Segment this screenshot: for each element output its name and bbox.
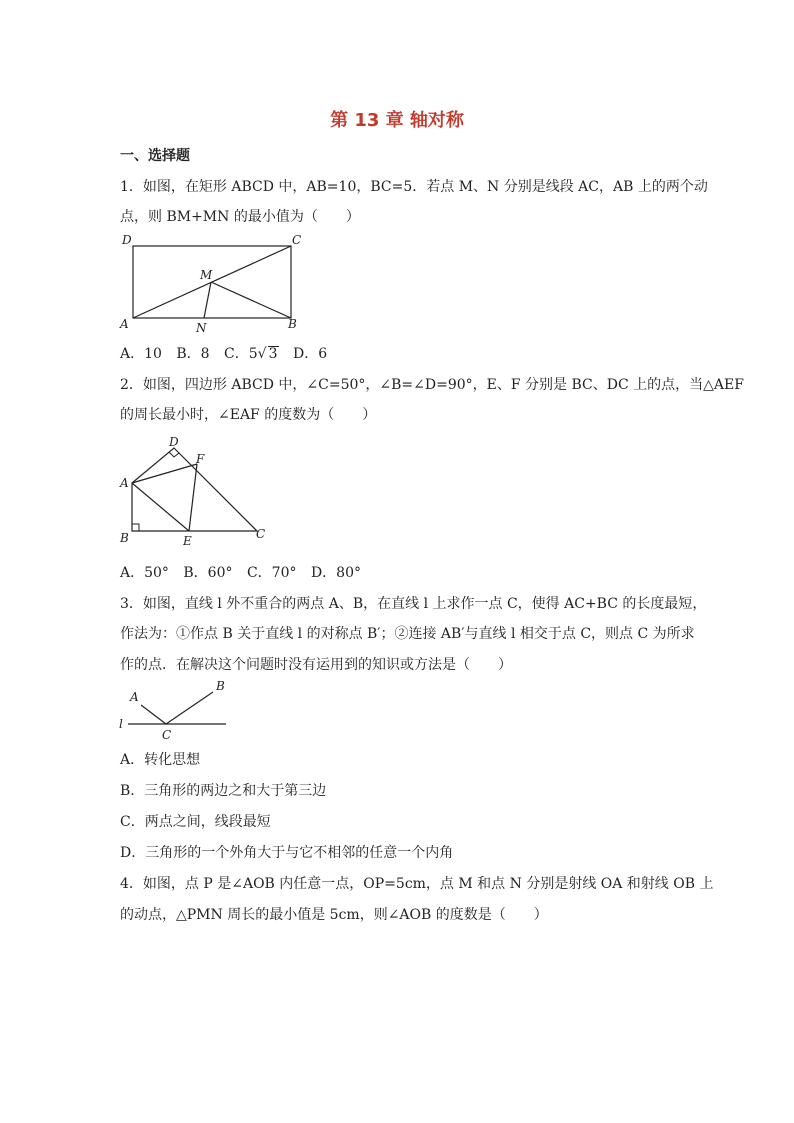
q3-text-line1: 3．如图，直线 l 外不重合的两点 A、B，在直线 l 上求作一点 C，使得 AC+BC 的长度最短， — [120, 596, 707, 612]
q1-option-c-prefix: C．5 — [224, 346, 258, 362]
q3-label-b: B — [216, 679, 225, 693]
q3-text-line2: 作法为：①作点 B 关于直线 l 的对称点 B′；②连接 AB′与直线 l 相交于点 C，则点 C 为所求 — [120, 626, 695, 642]
q4-text-line1: 4．如图，点 P 是∠AOB 内任意一点，OP=5cm，点 M 和点 N 分别是射线 OA 和射线 OB 上 — [120, 876, 714, 892]
q3-figure-line — [116, 676, 236, 744]
q1-text-line1: 1．如图，在矩形 ABCD 中，AB=10，BC=5．若点 M、N 分别是线段 AC，AB 上的两个动 — [120, 179, 708, 195]
q1-option-b[interactable]: B．8 — [176, 346, 210, 362]
q1-option-c[interactable] — [224, 346, 278, 362]
q2-text-line2: 的周长最小时，∠EAF 的度数为（ ） — [120, 407, 377, 423]
q2-label-b: B — [120, 531, 129, 545]
q1-option-c-radicand: 3 — [268, 346, 278, 362]
q3-option-d[interactable]: D．三角形的一个外角大于与它不相邻的任意一个内角 — [120, 845, 454, 861]
chapter-title: 第 13 章 轴对称 — [330, 110, 464, 131]
q1-label-a: A — [120, 317, 129, 331]
q3-option-c[interactable]: C．两点之间，线段最短 — [120, 814, 271, 830]
q1-text-line2: 点，则 BM+MN 的最小值为（ ） — [120, 209, 360, 225]
q1-label-b: B — [288, 317, 297, 331]
q2-text-line1: 2．如图，四边形 ABCD 中，∠C=50°，∠B=∠D=90°，E、F 分别是 BC、DC 上的点，当△AEF — [120, 377, 744, 393]
q2-option-a[interactable]: A．50° — [120, 565, 169, 581]
q2-label-a: A — [120, 476, 129, 490]
q2-option-d[interactable]: D．80° — [310, 565, 361, 581]
sqrt-symbol: √ — [257, 346, 267, 362]
q3-text-line3: 作的点．在解决这个问题时没有运用到的知识或方法是（ ） — [120, 657, 512, 673]
q3-label-c: C — [162, 728, 172, 742]
q2-option-b[interactable]: B．60° — [183, 565, 233, 581]
q3-label-l: l — [119, 717, 123, 731]
q1-label-m: M — [200, 268, 213, 282]
q3-option-a[interactable]: A．转化思想 — [120, 752, 201, 768]
q1-label-d: D — [122, 233, 132, 247]
q1-options — [120, 343, 337, 363]
q2-options — [120, 562, 371, 582]
q3-option-b[interactable]: B．三角形的两边之和大于第三边 — [120, 783, 327, 799]
q2-option-c[interactable]: C．70° — [246, 565, 297, 581]
q2-figure-quadrilateral — [116, 430, 286, 550]
q1-option-d[interactable]: D．6 — [292, 346, 328, 362]
section-heading: 一、选择题 — [120, 148, 190, 164]
q2-label-d: D — [169, 435, 179, 449]
q2-label-e: E — [183, 534, 192, 548]
q4-text-line2: 的动点，△PMN 周长的最小值是 5cm，则∠AOB 的度数是（ ） — [120, 907, 548, 923]
q1-figure-rectangle — [116, 230, 316, 335]
q3-label-a: A — [130, 690, 139, 704]
q1-option-a[interactable]: A．10 — [120, 346, 162, 362]
q1-label-n: N — [196, 321, 207, 335]
q2-label-c: C — [256, 527, 266, 541]
q2-label-f: F — [196, 452, 205, 466]
q1-label-c: C — [292, 233, 302, 247]
